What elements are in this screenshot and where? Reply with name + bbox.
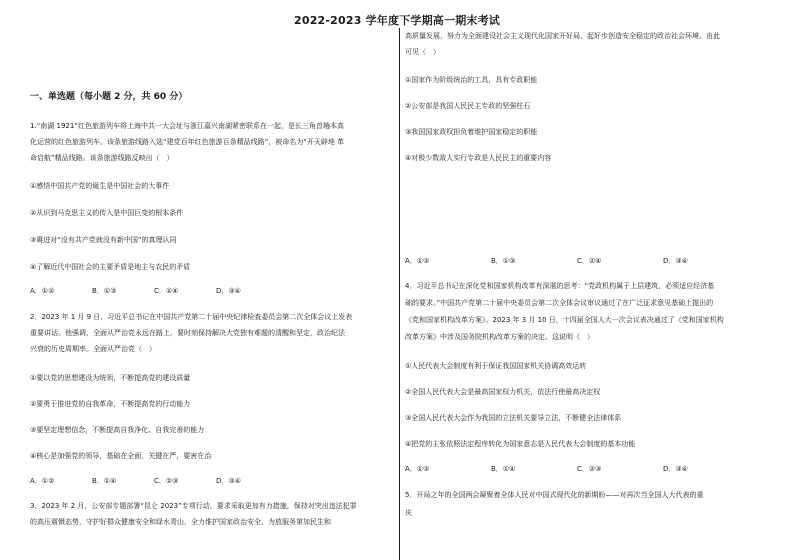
- question-3-line-2: 的高压震慑态势，守护好群众健康安全和绿水青山，全力维护国家政治安全，为放服务第加民生和: [30, 518, 331, 526]
- question-3-option-3: ③我国国家政权担负着维护国家稳定的职能: [405, 128, 538, 136]
- choice-b: B．①③: [92, 287, 117, 295]
- question-2-option-2: ②要勇于推进党的自我革命，不断提高党的行动能力: [30, 400, 191, 408]
- choice-a: A．①②: [405, 465, 430, 473]
- question-2-choices: [30, 475, 278, 487]
- choice-c: C．②③: [577, 465, 602, 473]
- question-4-option-3: ③全国人民代表大会作为我国的立法机关要导立法，不断健全法律体系: [405, 414, 622, 422]
- question-1-line-2: 化运营的红色旅游列车。该条旅游线路入选“建党百年红色旅游百条精品线路”，被命名为“开天辟地 革: [30, 138, 345, 146]
- question-4-line-4: 改革方案》中涉及国务院机构改革方案的决定。这说明（ ）: [405, 333, 594, 341]
- question-2-line-1: 2．2023 年 1 月 9 日，习近平总书记在中国共产党第二十届中央纪律检查委员会第二次全体会议上发表: [30, 313, 353, 321]
- choice-a: A．①②: [30, 287, 55, 295]
- question-3-option-2: ②公安部是我国人民民主专政的坚强柱石: [405, 102, 531, 110]
- question-4-line-3: 《党和国家机构改革方案》。2023 年 3 月 10 日，十四届全国人大一次会议表决通过了《党和国家机构: [405, 316, 724, 324]
- choice-d: D．③④: [663, 257, 688, 265]
- choice-b: B．①③: [491, 257, 516, 265]
- question-3-cont-line-1: 高质量发展，努力为全面建设社会主义现代化国家开好局、起好步创造安全稳定的政治社会环境。由此: [405, 32, 720, 40]
- question-4-option-2: ②全国人民代表大会是最高国家权力机关，依法行使最高决定权: [405, 388, 601, 396]
- choice-d: D．③④: [216, 477, 241, 485]
- question-2-line-2: 重要讲话。他强调，全面从严治党永远在路上，要时刻保持解决大党独有难题的清醒和坚定，政治纪法: [30, 329, 345, 337]
- question-1-line-1: 1.“南湖 1921”红色旅游列车将上海中共一大会址与浙江嘉兴南湖紧密联系在一起，是长三角首趟本高: [30, 122, 344, 130]
- question-3-option-1: ①国家作为阶级统治的工具，具有专政职能: [405, 76, 538, 84]
- question-4-line-1: 4．习近平总书记在深化党和国家机构改革有深湛的思考：“党政机构属于上层建筑，必须适应经济基: [405, 282, 715, 290]
- section-heading: 一、单选题（每小题 2 分，共 60 分）: [30, 92, 188, 102]
- choice-b: B．①④: [92, 477, 117, 485]
- question-1-option-3: ③赓进对“没有共产党就没有新中国”的真理认同: [30, 236, 177, 244]
- question-1-option-4: ④了解近代中国社会的主要矛盾是地主与农民的矛盾: [30, 263, 191, 271]
- question-2-option-3: ③要坚定理想信念，不断提高自我净化、自我完善的能力: [30, 426, 205, 434]
- choice-a: A．①②: [30, 477, 55, 485]
- choice-c: C．②④: [154, 287, 179, 295]
- exam-title: 2022-2023 学年度下学期高一期末考试: [293, 14, 501, 27]
- question-1-option-1: ①感悟中国共产党的诞生是中国社会的大事件: [30, 182, 170, 190]
- question-2-option-1: ①要以党的思想建设为统领，不断提高党的建设质量: [30, 374, 191, 382]
- question-5-line-2: 庆: [405, 509, 412, 517]
- column-divider: [399, 28, 400, 560]
- question-2-line-3: 兴衰的历史周期率。全面从严治党（ ）: [30, 345, 156, 353]
- choice-d: D．③④: [216, 287, 241, 295]
- question-3-choices: [405, 255, 749, 267]
- question-1-choices: [30, 285, 278, 297]
- choice-c: C．②④: [577, 257, 602, 265]
- question-5-line-1: 5．开局之年的全国两会凝聚着全体人民对中国式现代化的新期盼——对再次当全国人大代表的重: [405, 491, 704, 499]
- choice-d: D．③④: [663, 465, 688, 473]
- question-1-line-3: 命启航”精品线路。该条旅游线路反映出（ ）: [30, 154, 174, 162]
- question-3-cont-line-2: 可见（ ）: [405, 48, 440, 56]
- question-3-option-4: ④对极少数敌人实行专政是人民民主的重要内容: [405, 154, 552, 162]
- choice-c: C．②③: [154, 477, 179, 485]
- choice-b: B．①④: [491, 465, 516, 473]
- choice-a: A．①②: [405, 257, 430, 265]
- question-4-choices: [405, 463, 749, 475]
- question-4-option-4: ④把党的主张依照法定程序转化为国家意志是人民代表大会制度的基本功能: [405, 440, 636, 448]
- question-2-option-4: ④核心是加强党的领导，基础在全面，关键在严，要害在治: [30, 452, 212, 460]
- question-4-line-2: 础的要求。”中国共产党第二十届中央委员会第二次全体会议审议通过了在广泛征求意见基础上提出的: [405, 299, 714, 307]
- question-3-line-1: 3．2023 年 2 月，公安部专题部署“昆仑 2023”专项行动，要求采取更加有力措施，保持对突出违法犯罪: [30, 502, 357, 510]
- question-4-option-1: ①人民代表大会制度有利于保证我国国家机关协调高效运转: [405, 362, 587, 370]
- question-1-option-2: ②从识到马克思主义的传入是中国巨变的根本条件: [30, 209, 184, 217]
